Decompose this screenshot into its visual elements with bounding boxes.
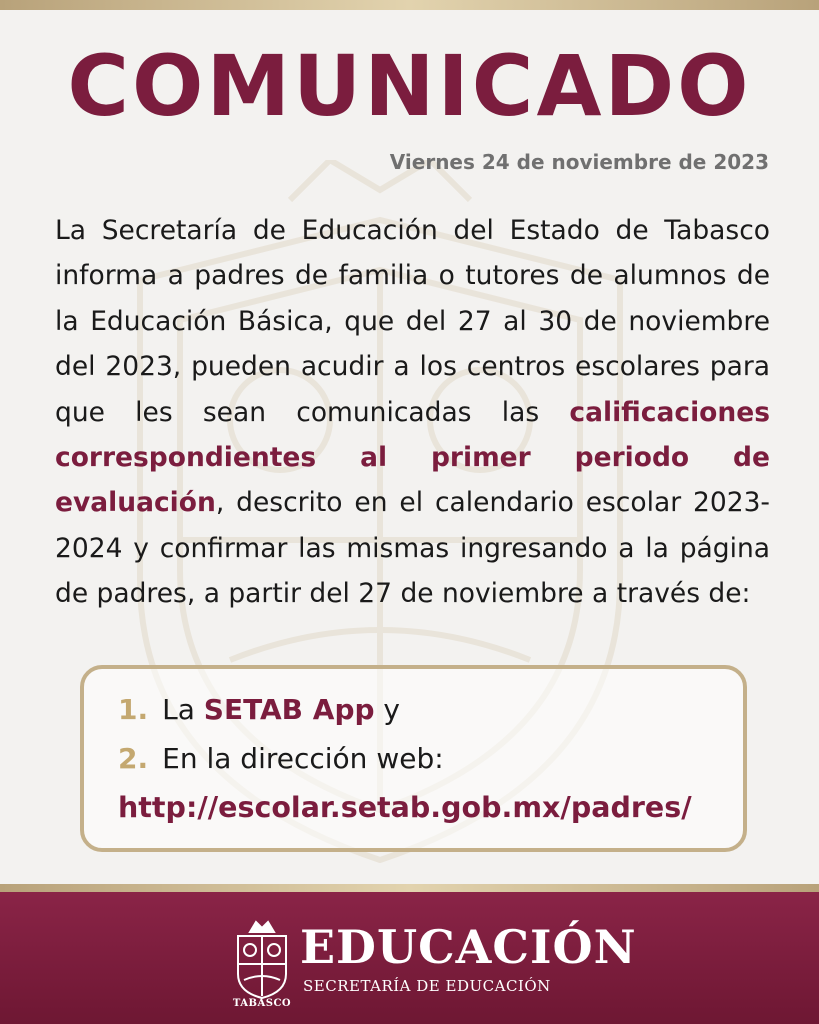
body-text-part1: La Secretaría de Educación del Estado de Tabasco informa a padres de familia o tutores de alumnos de la Educación Básica, que del 27 al 30 de noviembre del 2023, pueden acudir a los centros escolares para que les sean comunicadas las — [55, 215, 770, 428]
page-title: COMUNICADO — [67, 37, 752, 135]
body-highlight: calificaciones correspondientes al primer periodo de evaluación — [55, 396, 770, 519]
footer-secretaria-subtitle: SECRETARÍA DE EDUCACIÓN — [303, 977, 551, 995]
footer-education-title: EDUCACIÓN — [300, 920, 637, 974]
top-gold-bar — [0, 0, 819, 10]
body-text-part2: , descrito en el calendario escolar 2023-2024 y confirmar las mismas ingresando a la página de padres, a partir del 27 de noviembre a través de: — [55, 487, 770, 610]
tabasco-coat-of-arms-icon — [232, 918, 292, 1010]
option-item-web — [118, 742, 444, 775]
option-2-text: En la dirección web: — [162, 742, 444, 775]
option-number-1: 1. — [118, 693, 149, 726]
tabasco-caption: TABASCO — [232, 998, 292, 1009]
option-1-prefix: La — [162, 693, 204, 726]
date-label: Viernes 24 de noviembre de 2023 — [389, 150, 769, 174]
access-options-box — [80, 665, 747, 852]
parents-url-link[interactable]: http://escolar.setab.gob.mx/padres/ — [118, 791, 692, 824]
announcement-body — [55, 208, 770, 617]
option-1-suffix: y — [374, 693, 401, 726]
setab-app-link[interactable]: SETAB App — [203, 693, 375, 726]
footer-gold-bar — [0, 884, 819, 892]
option-number-2: 2. — [118, 742, 149, 775]
option-item-app — [118, 693, 400, 726]
